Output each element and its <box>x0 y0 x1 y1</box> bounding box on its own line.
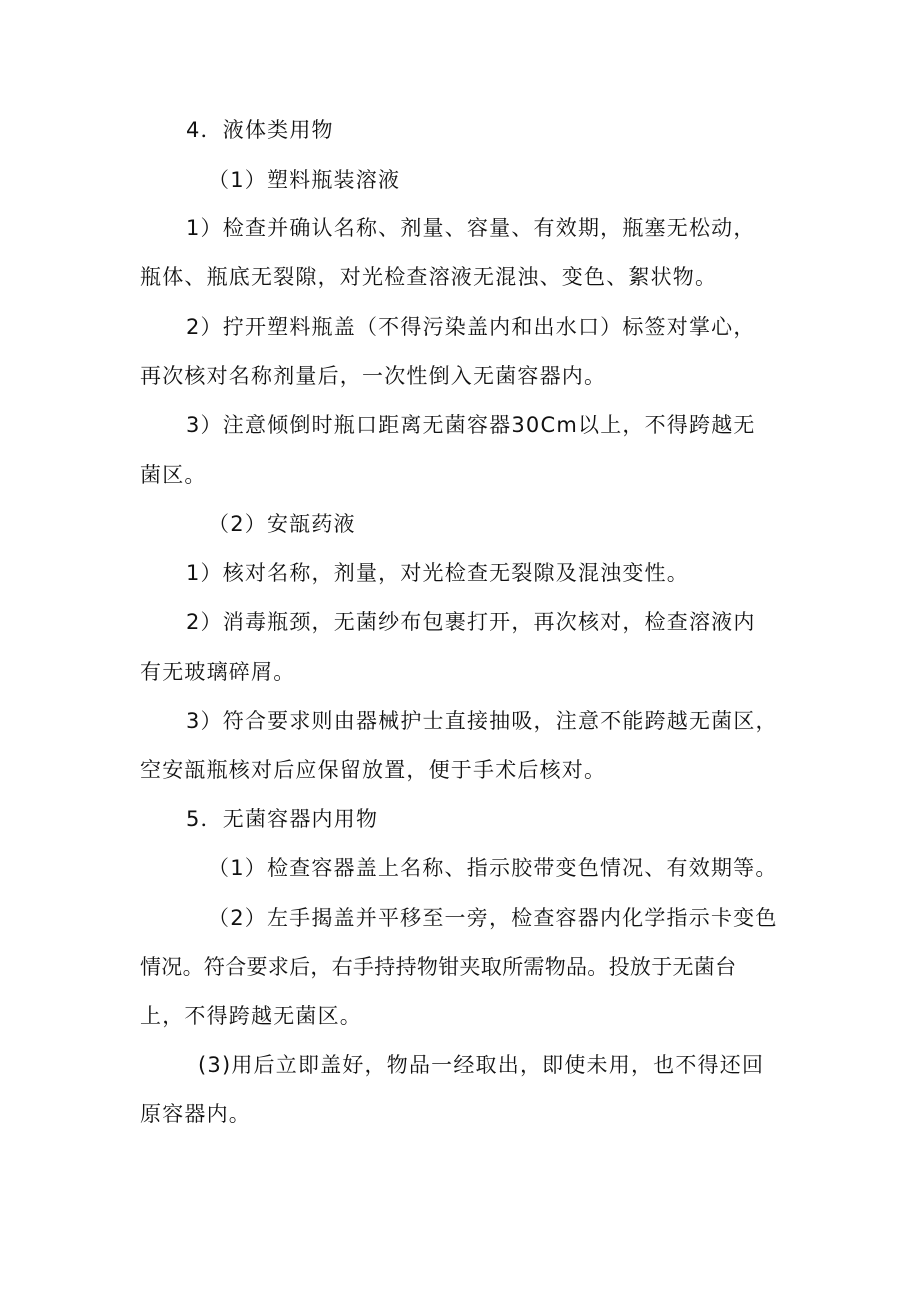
paragraph-line: （2）左手揭盖并平移至一旁，检查容器内化学指示卡变色 <box>208 906 778 930</box>
paragraph-line: 原容器内。 <box>140 1102 251 1126</box>
paragraph-line: 3）符合要求则由器械护士直接抽吸，注意不能跨越无菌区， <box>186 709 778 733</box>
paragraph-line: 菌区。 <box>140 463 207 487</box>
paragraph-line: 1）核对名称，剂量，对光检查无裂隙及混浊变性。 <box>186 561 689 585</box>
paragraph-line: (3)用后立即盖好，物品一经取出，即使未用，也不得还回 <box>198 1053 765 1077</box>
paragraph-line: 3）注意倾倒时瓶口距离无菌容器30Cm以上，不得跨越无 <box>186 413 756 437</box>
paragraph-line: 2）消毒瓶颈，无菌纱布包裹打开，再次核对，检查溶液内 <box>186 610 756 634</box>
paragraph-line: 2）拧开塑料瓶盖（不得污染盖内和出水口）标签对掌心， <box>186 315 756 339</box>
paragraph-line: （1）检查容器盖上名称、指示胶带变色情况、有效期等。 <box>208 856 778 880</box>
paragraph-line: 1）检查并确认名称、剂量、容量、有效期，瓶塞无松动， <box>186 216 756 240</box>
paragraph-line: 瓶体、瓶底无裂隙，对光检查溶液无混浊、变色、絮状物。 <box>140 265 718 289</box>
section-heading: 4．液体类用物 <box>186 118 334 142</box>
paragraph-line: 空安瓿瓶核对后应保留放置，便于手术后核对。 <box>140 758 607 782</box>
paragraph-line: 再次核对名称剂量后，一次性倒入无菌容器内。 <box>140 364 607 388</box>
subsection-heading: （2）安瓿药液 <box>208 512 356 536</box>
paragraph-line: 上，不得跨越无菌区。 <box>140 1004 362 1028</box>
subsection-heading: （1）塑料瓶装溶液 <box>208 168 401 192</box>
section-heading: 5．无菌容器内用物 <box>186 807 379 831</box>
paragraph-line: 情况。符合要求后，右手持持物钳夹取所需物品。投放于无菌台 <box>140 955 737 979</box>
paragraph-line: 有无玻璃碎屑。 <box>140 660 296 684</box>
